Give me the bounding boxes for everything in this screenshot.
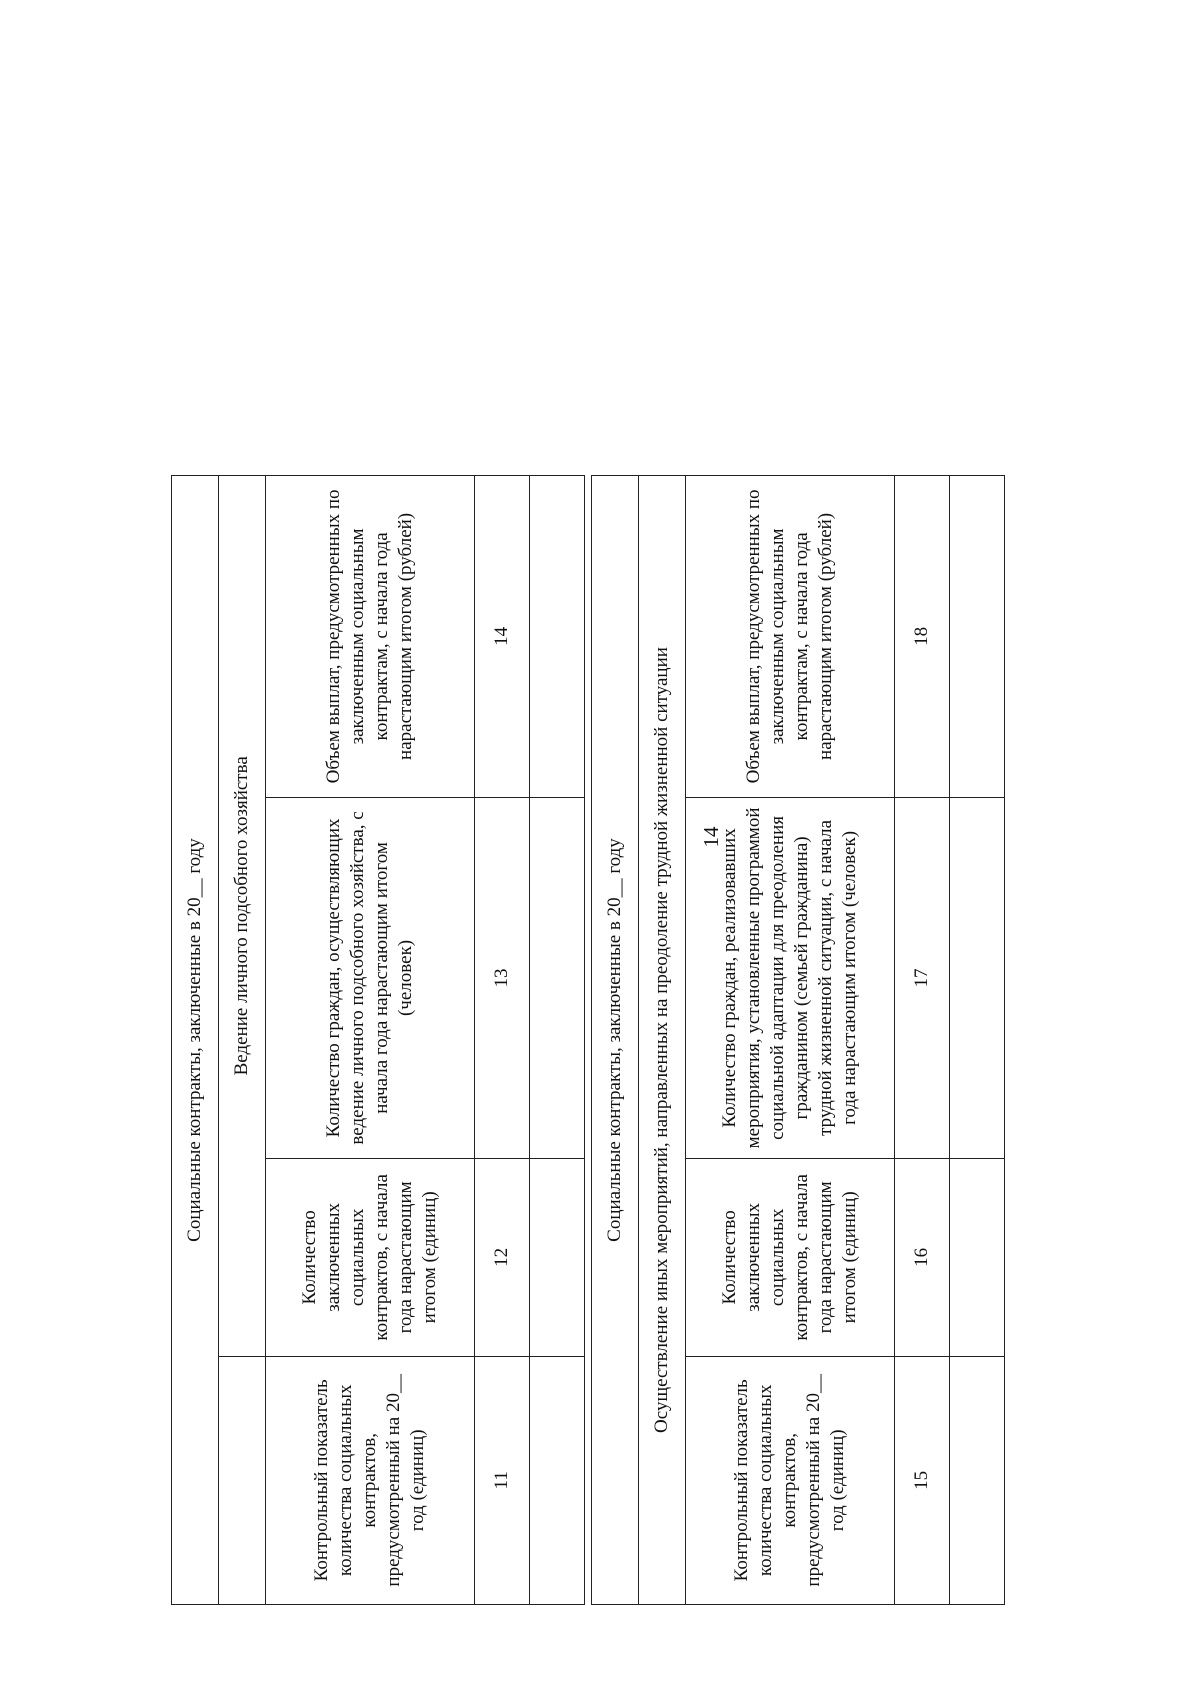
column-number: 16 [895, 1159, 950, 1357]
data-cell [950, 797, 1005, 1158]
table-subtitle: Осуществление иных мероприятий, направленных на преодоление трудной жизненной ситуации [639, 476, 686, 1605]
page-number: 14 [699, 826, 723, 848]
data-cell [950, 1159, 1005, 1357]
column-header: Объем выплат, предусмотренных по заключенным социальным контрактам, с начала года нарастающим итогом (рублей) [266, 476, 475, 798]
table-header-row [686, 476, 895, 1605]
table-header-row [266, 476, 475, 1605]
table-title: Социальные контракты, заключенные в 20__ году [172, 476, 219, 1605]
column-header: Контрольный показатель количества социальных контрактов, предусмотренный на 20__ год (единиц) [266, 1356, 475, 1604]
data-cell [530, 1356, 585, 1604]
data-cell [530, 797, 585, 1158]
column-header: Количество заключенных социальных контрактов, с начала года нарастающим итогом (единиц) [686, 1159, 895, 1357]
table-grid [171, 475, 585, 1605]
column-header: Количество граждан, осуществляющих ведение личного подсобного хозяйства, с начала года нарастающим итогом (человек) [266, 797, 475, 1158]
column-header: Объем выплат, предусмотренных по заключенным социальным контрактам, с начала года нарастающим итогом (рублей) [686, 476, 895, 798]
column-header: Количество граждан, реализовавших мероприятия, установленные программой социальной адаптации для преодоления гражданином (семьей гражданина) трудной жизненной ситуации, с начала года нарастающим итогом (человек) [686, 797, 895, 1158]
column-number: 12 [475, 1159, 530, 1357]
column-number: 17 [895, 797, 950, 1158]
data-cell [530, 476, 585, 798]
column-number: 18 [895, 476, 950, 798]
table-grid [591, 475, 1005, 1605]
data-cell [950, 476, 1005, 798]
table-subtitle-row [639, 476, 686, 1605]
column-number: 11 [475, 1356, 530, 1604]
table-title-row [592, 476, 639, 1605]
table-title: Социальные контракты, заключенные в 20__ году [592, 476, 639, 1605]
column-header: Контрольный показатель количества социальных контрактов, предусмотренный на 20__ год (единиц) [686, 1356, 895, 1604]
table-other-measures [591, 475, 983, 1605]
column-number: 13 [475, 797, 530, 1158]
table-row [950, 476, 1005, 1605]
table-subtitle-row [219, 476, 266, 1605]
column-header: Количество заключенных социальных контрактов, с начала года нарастающим итогом (единиц) [266, 1159, 475, 1357]
table-row [530, 476, 585, 1605]
data-cell [530, 1159, 585, 1357]
table-lph [171, 475, 563, 1605]
column-number-row [895, 476, 950, 1605]
column-number: 14 [475, 476, 530, 798]
table-title-row [172, 476, 219, 1605]
data-cell [950, 1356, 1005, 1604]
empty-cell [219, 1356, 266, 1604]
table-subtitle: Ведение личного подсобного хозяйства [219, 476, 266, 1357]
column-number: 15 [895, 1356, 950, 1604]
column-number-row [475, 476, 530, 1605]
